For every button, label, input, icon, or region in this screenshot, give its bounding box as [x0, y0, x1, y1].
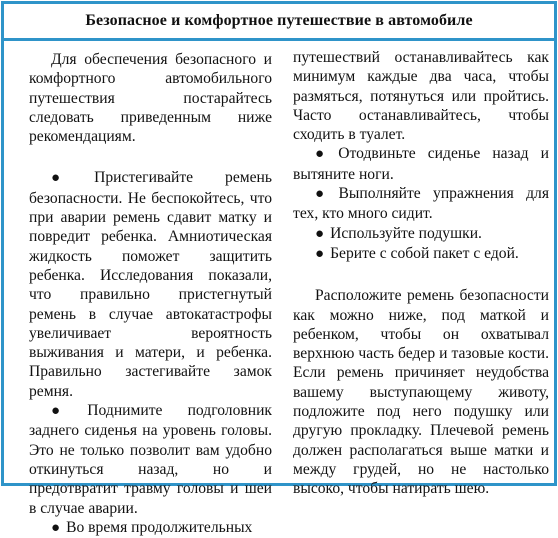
bullet-icon: ● [315, 225, 325, 242]
belt-paragraph: Расположите ремень безопасности как можно ниже, под маткой и ребенком, чтобы он охватывал верхнюю часть бедер и тазовые кости. Если ремень причиняет неудобства вашему выступающему животу, подложите под него подушку или другую прокладку. Плечевой ремень должен располагаться выше матки и между грудей, но не настолько высоко, чтобы натирать шею. [293, 287, 549, 498]
article-frame [1, 1, 557, 536]
bullet-headrest [29, 401, 272, 518]
bullet-stops-start [29, 518, 272, 538]
bullet-icon: ● [315, 245, 325, 262]
bullet-icon: ● [315, 146, 333, 163]
bullet-text: Поднимите подголовник заднего сиденья на уровень головы. Это не только позволит вам удобно откинуться назад, но и предотвратит травму головы и шеи в случае аварии. [29, 402, 273, 517]
bullet-icon: ● [315, 186, 333, 203]
bullet-seat-back [293, 144, 549, 184]
bullet-text: Выполняйте упражнения для тех, кто много сидит. [293, 185, 549, 223]
bullet-pillows [293, 224, 549, 244]
bullet-stops-continued: путешествий останавливайтесь как минимум каждые два часа, чтобы размяться, потянуться или пройтись. Часто останавливайтесь, чтобы сходить в туалет. [293, 49, 549, 144]
left-column [29, 50, 272, 538]
bullet-seatbelt [29, 168, 272, 401]
bullet-icon: ● [51, 519, 61, 536]
bullet-text: Во время продолжительных [66, 518, 253, 536]
bullet-exercises [293, 184, 549, 224]
bullet-icon: ● [51, 170, 89, 187]
bullet-food [293, 244, 549, 264]
bullet-icon: ● [51, 403, 82, 420]
bullet-text: Отодвиньте сиденье назад и вытяните ноги. [293, 145, 550, 183]
right-column [293, 48, 549, 499]
bullet-text: Пристегивайте ремень безопасности. Не беспокойтесь, что при аварии ремень сдавит матку и повредит ребенка. Амниотическая жидкость поможет защитить ребенка. Исследования показали, что правильно пристегнутый ремень в случае автокатастрофы увеличивает вероятность выживания и матери, и ребенка. Правильно застегивайте замок ремня. [29, 169, 273, 400]
bullet-text: Берите с собой пакет с едой. [330, 244, 519, 262]
intro-paragraph: Для обеспечения безопасного и комфортного автомобильного путешествия постарайтесь следовать приведенным ниже рекомендациям. [29, 51, 272, 146]
bullet-text: Используйте подушки. [330, 224, 482, 242]
article-title: Безопасное и комфортное путешествие в автомобиле [4, 4, 554, 41]
